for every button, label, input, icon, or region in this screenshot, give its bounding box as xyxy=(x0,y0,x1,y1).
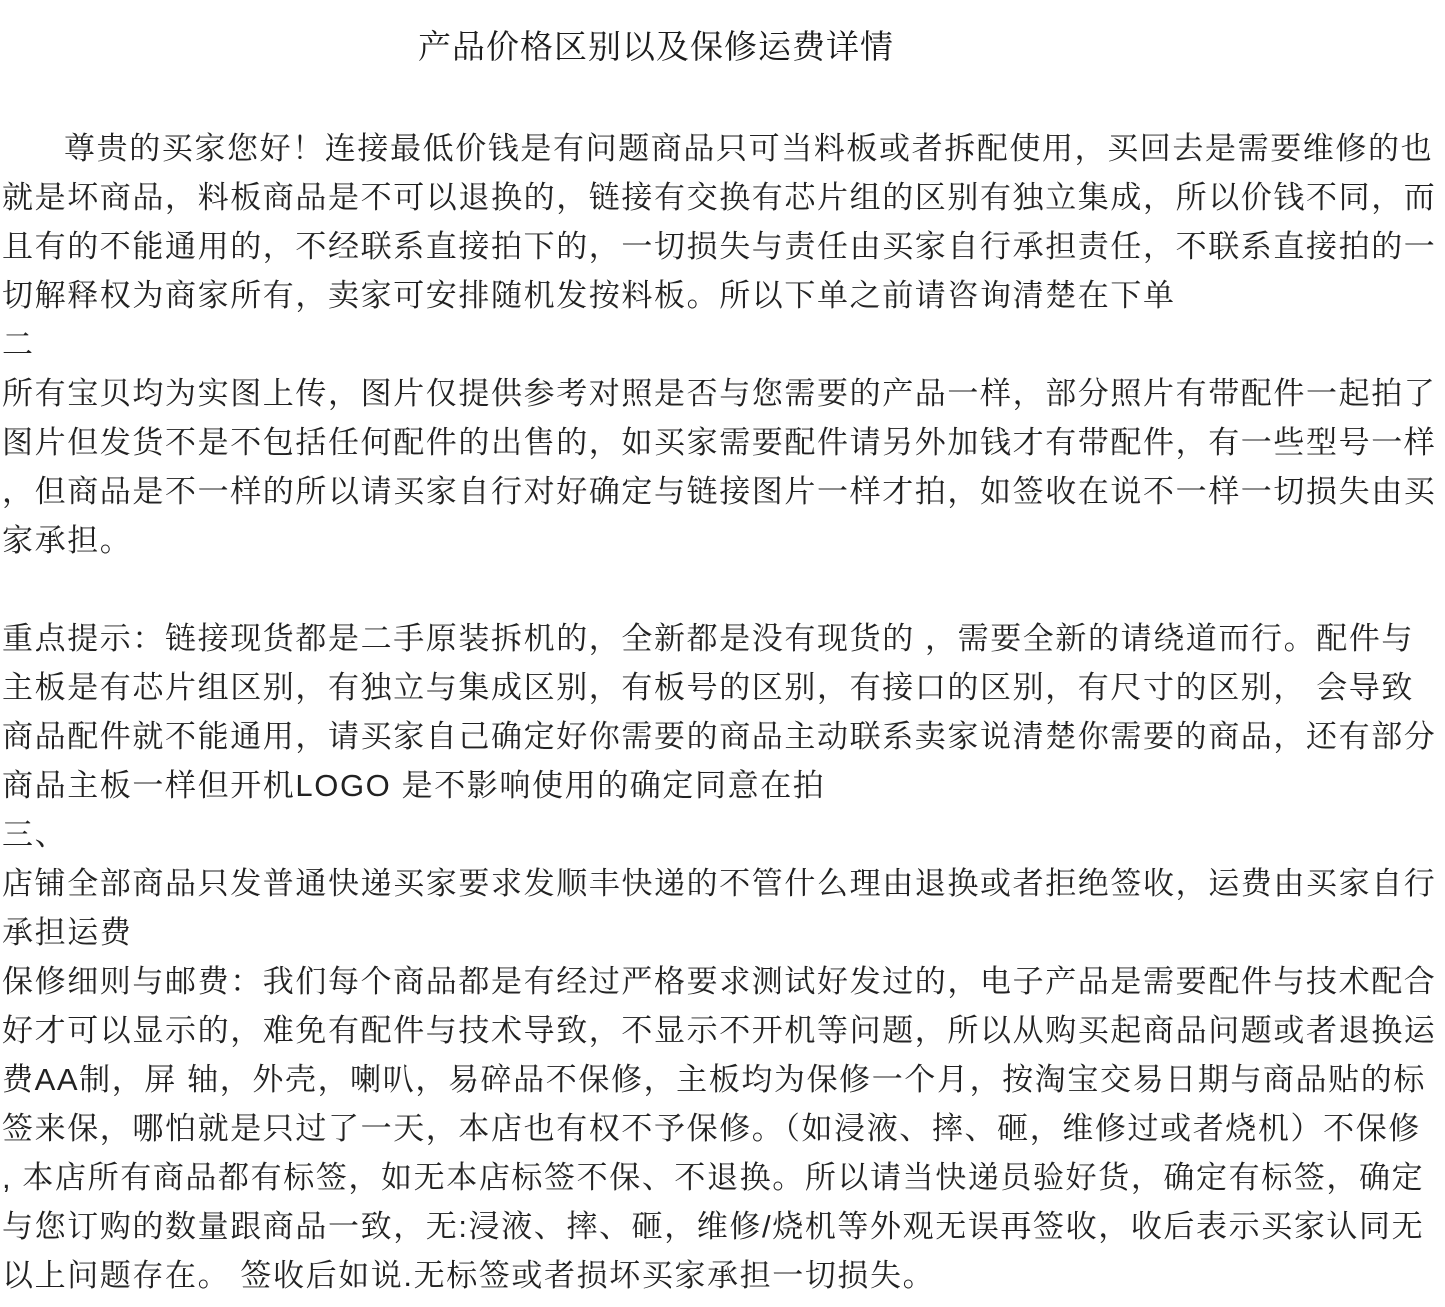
notice-body xyxy=(0,124,1445,1300)
section-heading-2: 二 xyxy=(2,327,35,362)
notice-line: 与您订购的数量跟商品一致，无:浸液、摔、砸，维修/烧机等外观无误再签收，收后表示买家认同无 xyxy=(2,1209,1425,1244)
notice-line: 尊贵的买家您好！连接最低价钱是有问题商品只可当料板或者拆配使用，买回去是需要维修的也 xyxy=(64,131,1434,166)
notice-line: 主板是有芯片组区别，有独立与集成区别，有板号的区别，有接口的区别，有尺寸的区别， 会导致 xyxy=(2,670,1415,705)
section-heading-3: 三、 xyxy=(2,817,68,852)
notice-line: , 本店所有商品都有标签，如无本店标签不保、不退换。所以请当快递员验好货，确定有标签，确定 xyxy=(2,1160,1425,1195)
notice-line: 就是坏商品，料板商品是不可以退换的，链接有交换有芯片组的区别有独立集成，所以价钱不同，而 xyxy=(2,180,1437,215)
page-title: 产品价格区别以及保修运费详情 xyxy=(418,28,894,65)
notice-line: 且有的不能通用的，不经联系直接拍下的，一切损失与责任由买家自行承担责任，不联系直接拍的一 xyxy=(2,229,1437,264)
notice-line: 以上问题存在。 签收后如说.无标签或者损坏买家承担一切损失。 xyxy=(2,1258,936,1293)
notice-line: 承担运费 xyxy=(2,915,133,950)
notice-line: 商品主板一样但开机LOGO 是不影响使用的确定同意在拍 xyxy=(2,768,826,803)
notice-line: 家承担。 xyxy=(2,523,133,558)
notice-line: 好才可以显示的，难免有配件与技术导致，不显示不开机等问题，所以从购买起商品问题或者退换运 xyxy=(2,1013,1437,1048)
notice-line: 图片但发货不是不包括任何配件的出售的，如买家需要配件请另外加钱才有带配件，有一些型号一样 xyxy=(2,425,1437,460)
notice-line: 费AA制，屏 轴，外壳，喇叭，易碎品不保修，主板均为保修一个月，按淘宝交易日期与商品贴的标 xyxy=(2,1062,1426,1097)
notice-line: 店铺全部商品只发普通快递买家要求发顺丰快递的不管什么理由退换或者拒绝签收，运费由买家自行 xyxy=(2,866,1437,901)
notice-line: 重点提示：链接现货都是二手原装拆机的，全新都是没有现货的 ，需要全新的请绕道而行。配件与 xyxy=(2,621,1415,656)
notice-line: 商品配件就不能通用，请买家自己确定好你需要的商品主动联系卖家说清楚你需要的商品，还有部分 xyxy=(2,719,1437,754)
notice-line: ，但商品是不一样的所以请买家自行对好确定与链接图片一样才拍，如签收在说不一样一切损失由买 xyxy=(2,474,1437,509)
notice-line: 切解释权为商家所有，卖家可安排随机发按料板。所以下单之前请咨询清楚在下单 xyxy=(2,278,1176,313)
blank-line xyxy=(0,565,1445,614)
notice-line: 所有宝贝均为实图上传，图片仅提供参考对照是否与您需要的产品一样，部分照片有带配件一起拍了 xyxy=(2,376,1437,411)
notice-line: 签来保，哪怕就是只过了一天，本店也有权不予保修。（如浸液、摔、砸，维修过或者烧机）不保修 xyxy=(2,1111,1421,1146)
notice-line: 保修细则与邮费：我们每个商品都是有经过严格要求测试好发过的，电子产品是需要配件与技术配合 xyxy=(2,964,1437,999)
